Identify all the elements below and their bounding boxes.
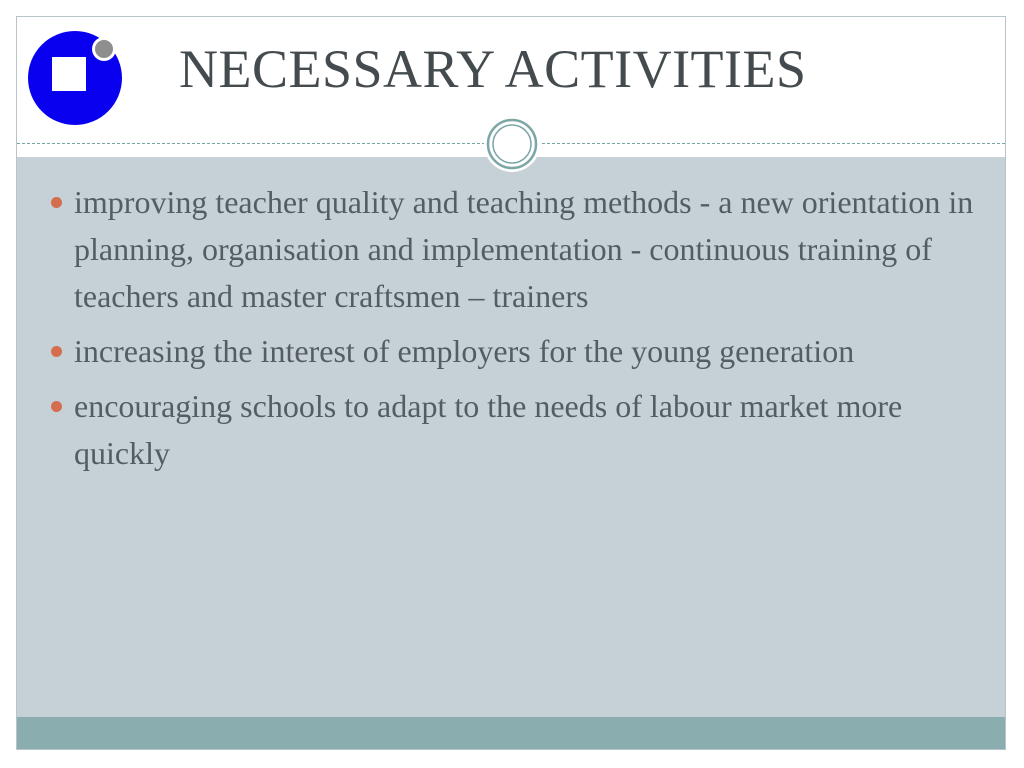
bullet-item — [51, 328, 981, 375]
bullet-text: improving teacher quality and teaching methods - a new orientation in planning, organisation and implementation - continuous training of teachers and master craftsmen – trainers — [74, 184, 974, 314]
footer-bar — [17, 717, 1005, 750]
bullet-dot-icon — [51, 197, 62, 208]
double-ring-ornament-icon — [483, 115, 541, 173]
bullet-item — [51, 383, 981, 477]
bullet-item — [51, 179, 981, 320]
bullet-list — [17, 157, 1005, 477]
bullet-dot-icon — [51, 346, 62, 357]
bullet-text: encouraging schools to adapt to the needs of labour market more quickly — [74, 388, 903, 471]
bullet-text: increasing the interest of employers for the young generation — [74, 333, 855, 369]
bullet-dot-icon — [51, 401, 62, 412]
slide-title: NECESSARY ACTIVITIES — [179, 39, 807, 99]
logo-icon — [25, 25, 125, 125]
slide-frame — [16, 16, 1006, 750]
content-area — [17, 157, 1005, 717]
